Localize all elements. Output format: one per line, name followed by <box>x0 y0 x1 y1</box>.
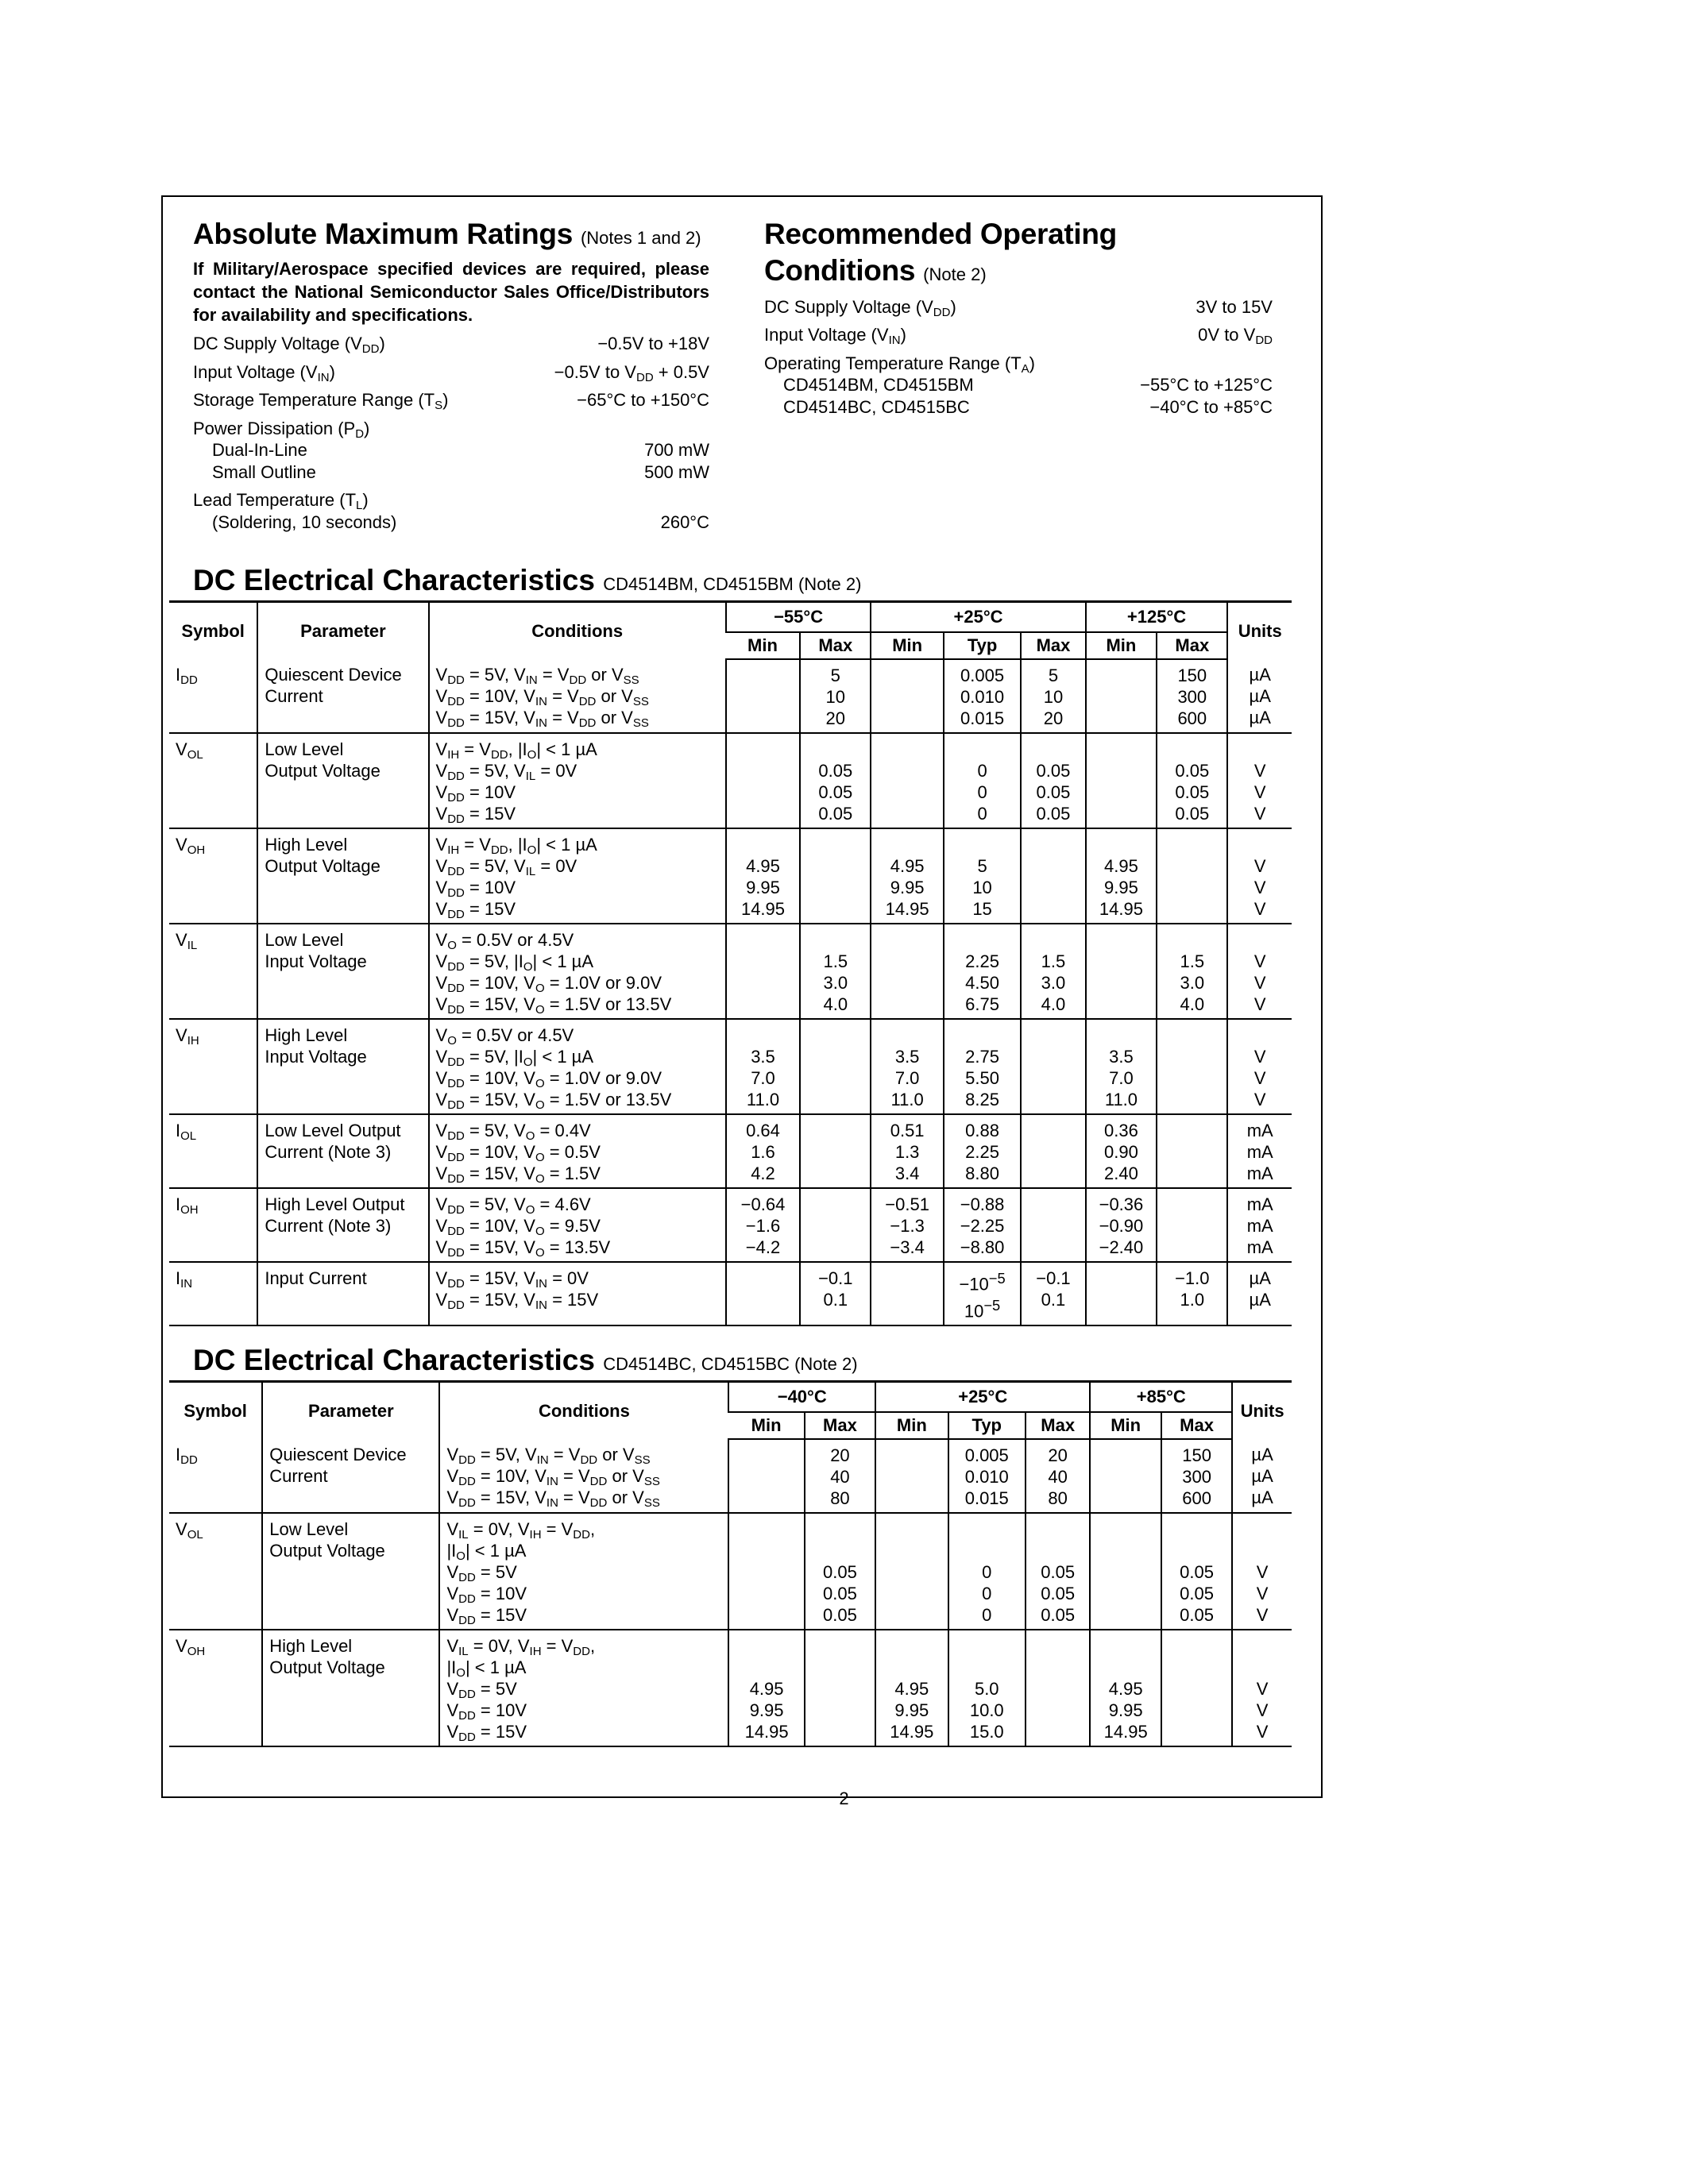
value-cell: 0.05 0.05 0.05 <box>1021 733 1085 828</box>
value-cell: V V V <box>1227 1019 1292 1114</box>
value-cell: 4.95 9.95 14.95 <box>871 828 943 924</box>
value-cell: 1.5 3.0 4.0 <box>1157 924 1227 1019</box>
value-cell: 0.005 0.010 0.015 <box>948 1439 1026 1513</box>
value-cell: −1.0 1.0 <box>1157 1262 1227 1326</box>
roc-item-value: −55°C to +125°C <box>1140 375 1273 395</box>
col-header-temp-1: −55°C <box>726 602 871 632</box>
col-header-sub: Max <box>1157 632 1227 659</box>
roc-item <box>764 374 1273 396</box>
value-cell: 20 40 80 <box>1026 1439 1090 1513</box>
value-cell: −0.1 0.1 <box>1021 1262 1085 1326</box>
dc1-table <box>169 600 1292 1326</box>
amr-list <box>193 333 709 533</box>
value-cell: −0.51 −1.3 −3.4 <box>871 1188 943 1262</box>
value-cell <box>728 1439 804 1513</box>
col-header-parameter: Parameter <box>262 1382 439 1439</box>
amr-item-value: 260°C <box>660 511 709 532</box>
conditions-cell: $V_{IL} = 0V$, $V_{IH} = V_{DD}$, $|I_O| < 1$ µA $V_{DD} = 5V$ $V_{DD} = 10V$ $V_{DD} = 15V$ <box>439 1513 728 1630</box>
parameter-cell: Low Level Output Voltage <box>262 1513 439 1630</box>
amr-item-label: Power Dissipation $(P_D)$ <box>193 418 370 441</box>
col-header-symbol: Symbol <box>169 602 257 659</box>
col-header-temp-1: −40°C <box>728 1382 875 1412</box>
value-cell <box>800 1188 871 1262</box>
conditions-cell: $V_O = 0.5V$ or 4.5V $V_{DD} = 5V$, $|I_O| < 1$ µA $V_{DD} = 10V$, $V_O = 1.0V$ or 9.0V $V_{DD} = 15V$, $V_O = 1.5V$ or 13.5V <box>429 1019 726 1114</box>
value-cell: 0.64 1.6 4.2 <box>726 1114 800 1188</box>
col-header-sub: Min <box>1090 1412 1161 1439</box>
value-cell: 5 10 20 <box>1021 659 1085 733</box>
roc-title: Recommended Operating Conditions (Note 2) <box>764 218 1117 287</box>
parameter-cell: Quiescent Device Current <box>262 1439 439 1513</box>
value-cell <box>875 1513 948 1630</box>
parameter-cell: High Level Output Voltage <box>257 828 428 924</box>
col-header-parameter: Parameter <box>257 602 428 659</box>
roc-item-label: Operating Temperature Range $(T_A)$ <box>764 353 1035 376</box>
table-row <box>169 1019 1292 1114</box>
page-number: 2 <box>839 1788 849 1808</box>
symbol-cell: $V_{OL}$ <box>176 1518 203 1542</box>
parameter-cell: High Level Input Voltage <box>257 1019 428 1114</box>
amr-item-value: 700 mW <box>644 440 709 461</box>
value-cell: 150 300 600 <box>1161 1439 1232 1513</box>
amr-item-label: Small Outline <box>212 461 316 482</box>
value-cell: 1.5 3.0 4.0 <box>800 924 871 1019</box>
col-header-sub: Typ <box>948 1412 1026 1439</box>
table-row <box>169 659 1292 733</box>
roc-item <box>764 353 1273 375</box>
value-cell <box>1021 828 1085 924</box>
col-header-sub: Max <box>1161 1412 1232 1439</box>
symbol-cell: $I_{IN}$ <box>176 1268 193 1291</box>
absolute-maximum-ratings <box>193 216 709 533</box>
value-cell <box>1026 1630 1090 1746</box>
value-cell <box>871 659 943 733</box>
value-cell: 0.51 1.3 3.4 <box>871 1114 943 1188</box>
value-cell: mA mA mA <box>1227 1114 1292 1188</box>
value-cell: µA µA µA <box>1232 1439 1292 1513</box>
col-header-sub: Min <box>726 632 800 659</box>
col-header-sub: Min <box>875 1412 948 1439</box>
value-cell <box>1157 828 1227 924</box>
col-header-sub: Max <box>800 632 871 659</box>
amr-item-label: Input Voltage $(V_{IN})$ <box>193 361 335 384</box>
col-header-temp-2: +25°C <box>871 602 1085 632</box>
col-header-units: Units <box>1227 602 1292 659</box>
parameter-cell: Low Level Output Voltage <box>257 733 428 828</box>
value-cell: V V V <box>1232 1630 1292 1746</box>
amr-item-value: 500 mW <box>644 461 709 482</box>
value-cell <box>1086 1262 1157 1326</box>
conditions-cell: $V_{DD} = 5V$, $V_O = 0.4V$ $V_{DD} = 10V$, $V_O = 0.5V$ $V_{DD} = 15V$, $V_O = 1.5V$ <box>429 1114 726 1188</box>
amr-warning: If Military/Aerospace specified devices are required, please contact the National Semiconductor Sales Office/Distributors for availability and specifications. <box>193 259 709 326</box>
value-cell: 4.95 9.95 14.95 <box>1090 1630 1161 1746</box>
value-cell: 3.5 7.0 11.0 <box>726 1019 800 1114</box>
value-cell: 3.5 7.0 11.0 <box>1086 1019 1157 1114</box>
table-row <box>169 828 1292 924</box>
value-cell <box>1086 924 1157 1019</box>
table-row <box>169 1439 1292 1513</box>
roc-item-label: CD4514BM, CD4515BM <box>783 375 974 395</box>
amr-item <box>193 418 709 440</box>
value-cell: 1.5 3.0 4.0 <box>1021 924 1085 1019</box>
col-header-sub: Max <box>805 1412 875 1439</box>
col-header-symbol: Symbol <box>169 1382 262 1439</box>
value-cell: −0.64 −1.6 −4.2 <box>726 1188 800 1262</box>
value-cell <box>871 733 943 828</box>
parameter-cell: High Level Output Voltage <box>262 1630 439 1746</box>
value-cell <box>726 924 800 1019</box>
symbol-cell: $V_{OH}$ <box>176 834 206 857</box>
dc2-title: DC Electrical Characteristics CD4514BC, CD4515BC (Note 2) <box>193 1344 858 1376</box>
value-cell <box>1021 1114 1085 1188</box>
amr-item-label: Storage Temperature Range $(T_S)$ <box>193 390 449 413</box>
amr-item <box>193 361 709 384</box>
roc-item-label: Input Voltage $(V_{IN})$ <box>764 325 906 347</box>
value-cell: V V V <box>1227 828 1292 924</box>
value-cell: 0.005 0.010 0.015 <box>944 659 1021 733</box>
value-cell: 0.36 0.90 2.40 <box>1086 1114 1157 1188</box>
value-cell: 2.25 4.50 6.75 <box>944 924 1021 1019</box>
table-row <box>169 1188 1292 1262</box>
conditions-cell: $V_{DD} = 5V$, $V_{IN} = V_{DD}$ or $V_{SS}$ $V_{DD} = 10V$, $V_{IN} = V_{DD}$ or $V_{SS}$ $V_{DD} = 15V$, $V_{IN} = V_{DD}$ or $V_{SS}$ <box>429 659 726 733</box>
value-cell: 5 10 20 <box>800 659 871 733</box>
value-cell: 4.95 9.95 14.95 <box>875 1630 948 1746</box>
value-cell: 5.0 10.0 15.0 <box>948 1630 1026 1746</box>
value-cell <box>1086 659 1157 733</box>
roc-item <box>764 396 1273 419</box>
value-cell: 2.75 5.50 8.25 <box>944 1019 1021 1114</box>
amr-item <box>193 389 709 411</box>
amr-title: Absolute Maximum Ratings (Notes 1 and 2) <box>193 218 701 250</box>
amr-item <box>193 333 709 355</box>
amr-item <box>193 511 709 534</box>
amr-item-value: −65°C to +150°C <box>577 390 709 411</box>
col-header-units: Units <box>1232 1382 1292 1439</box>
amr-item <box>193 489 709 511</box>
parameter-cell: Low Level Output Current (Note 3) <box>257 1114 428 1188</box>
col-header-conditions: Conditions <box>439 1382 728 1439</box>
symbol-cell: $V_{IL}$ <box>176 929 198 952</box>
table-row <box>169 1630 1292 1746</box>
value-cell: −0.88 −2.25 −8.80 <box>944 1188 1021 1262</box>
value-cell: V V V <box>1227 733 1292 828</box>
amr-item-value: −0.5V to +18V <box>597 334 709 354</box>
value-cell: 0.05 0.05 0.05 <box>1026 1513 1090 1630</box>
value-cell: −0.36 −0.90 −2.40 <box>1086 1188 1157 1262</box>
value-cell: $-10^{-5}$ $10^{-5}$ <box>944 1262 1021 1326</box>
symbol-cell: $I_{DD}$ <box>176 664 198 687</box>
roc-list <box>764 296 1273 419</box>
value-cell <box>726 659 800 733</box>
parameter-cell: Quiescent Device Current <box>257 659 428 733</box>
col-header-sub: Max <box>1021 632 1085 659</box>
conditions-cell: $V_{DD} = 5V$, $V_O = 4.6V$ $V_{DD} = 10V$, $V_O = 9.5V$ $V_{DD} = 15V$, $V_O = 13.5V$ <box>429 1188 726 1262</box>
value-cell: 0 0 0 <box>944 733 1021 828</box>
parameter-cell: High Level Output Current (Note 3) <box>257 1188 428 1262</box>
table-row <box>169 1114 1292 1188</box>
amr-item-label: Lead Temperature $(T_L)$ <box>193 490 369 513</box>
value-cell: 0.05 0.05 0.05 <box>1161 1513 1232 1630</box>
value-cell: −0.1 0.1 <box>800 1262 871 1326</box>
symbol-cell: $V_{OL}$ <box>176 739 203 762</box>
symbol-cell: $I_{DD}$ <box>176 1444 198 1467</box>
col-header-sub: Min <box>1086 632 1157 659</box>
symbol-cell: $V_{IH}$ <box>176 1024 199 1048</box>
conditions-cell: $V_{DD} = 15V$, $V_{IN} = 0V$ $V_{DD} = 15V$, $V_{IN} = 15V$ <box>429 1262 726 1326</box>
table-row <box>169 1513 1292 1630</box>
value-cell <box>1161 1630 1232 1746</box>
value-cell <box>875 1439 948 1513</box>
col-header-temp-3: +125°C <box>1086 602 1228 632</box>
conditions-cell: $V_{IH} = V_{DD}$, $|I_O| < 1$ µA $V_{DD} = 5V$, $V_{IL} = 0V$ $V_{DD} = 10V$ $V_{DD} = 15V$ <box>429 733 726 828</box>
conditions-cell: $V_O = 0.5V$ or 4.5V $V_{DD} = 5V$, $|I_O| < 1$ µA $V_{DD} = 10V$, $V_O = 1.0V$ or 9.0V $V_{DD} = 15V$, $V_O = 1.5V$ or 13.5V <box>429 924 726 1019</box>
value-cell: V V V <box>1227 924 1292 1019</box>
value-cell: µA µA µA <box>1227 659 1292 733</box>
value-cell <box>1021 1188 1085 1262</box>
value-cell: 3.5 7.0 11.0 <box>871 1019 943 1114</box>
amr-item-label: DC Supply Voltage $(V_{DD})$ <box>193 334 385 357</box>
roc-item-value: −40°C to +85°C <box>1149 396 1273 417</box>
symbol-cell: $I_{OL}$ <box>176 1120 197 1143</box>
parameter-cell: Low Level Input Voltage <box>257 924 428 1019</box>
value-cell: mA mA mA <box>1227 1188 1292 1262</box>
value-cell <box>800 1114 871 1188</box>
conditions-cell: $V_{DD} = 5V$, $V_{IN} = V_{DD}$ or $V_{SS}$ $V_{DD} = 10V$, $V_{IN} = V_{DD}$ or $V_{SS}$ $V_{DD} = 15V$, $V_{IN} = V_{DD}$ or $V_{SS}$ <box>439 1439 728 1513</box>
value-cell <box>1086 733 1157 828</box>
amr-item-value: −0.5V to $V_{DD} + 0.5V$ <box>554 361 709 384</box>
value-cell <box>1021 1019 1085 1114</box>
col-header-conditions: Conditions <box>429 602 726 659</box>
col-header-sub: Max <box>1026 1412 1090 1439</box>
col-header-temp-3: +85°C <box>1090 1382 1232 1412</box>
amr-item <box>193 439 709 461</box>
amr-item-label: Dual-In-Line <box>212 440 307 461</box>
table-row <box>169 1262 1292 1326</box>
amr-item-label: (Soldering, 10 seconds) <box>212 511 397 532</box>
symbol-cell: $V_{OH}$ <box>176 1635 206 1658</box>
value-cell: V V V <box>1232 1513 1292 1630</box>
roc-item-label: DC Supply Voltage $(V_{DD})$ <box>764 296 956 319</box>
value-cell: 0.05 0.05 0.05 <box>800 733 871 828</box>
value-cell <box>1157 1019 1227 1114</box>
value-cell: 4.95 9.95 14.95 <box>1086 828 1157 924</box>
roc-item-value: 3V to 15V <box>1196 296 1273 317</box>
dc2-table <box>169 1380 1292 1747</box>
value-cell <box>871 1262 943 1326</box>
symbol-cell: $I_{OH}$ <box>176 1194 199 1217</box>
roc-item <box>764 324 1273 346</box>
value-cell <box>726 1262 800 1326</box>
col-header-temp-2: +25°C <box>875 1382 1090 1412</box>
col-header-sub: Typ <box>944 632 1021 659</box>
value-cell: 0.05 0.05 0.05 <box>1157 733 1227 828</box>
dc1-title: DC Electrical Characteristics CD4514BM, CD4515BM (Note 2) <box>193 564 862 596</box>
value-cell <box>728 1513 804 1630</box>
value-cell: 0.05 0.05 0.05 <box>805 1513 875 1630</box>
value-cell <box>800 1019 871 1114</box>
table-row <box>169 924 1292 1019</box>
parameter-cell: Input Current <box>257 1262 428 1326</box>
roc-item-value: 0V to $V_{DD}$ <box>1198 325 1273 347</box>
value-cell <box>1090 1439 1161 1513</box>
value-cell <box>871 924 943 1019</box>
value-cell: 4.95 9.95 14.95 <box>728 1630 804 1746</box>
table-row <box>169 733 1292 828</box>
conditions-cell: $V_{IL} = 0V$, $V_{IH} = V_{DD}$, $|I_O| < 1$ µA $V_{DD} = 5V$ $V_{DD} = 10V$ $V_{DD} = 15V$ <box>439 1630 728 1746</box>
value-cell: µA µA <box>1227 1262 1292 1326</box>
value-cell: 4.95 9.95 14.95 <box>726 828 800 924</box>
roc-item <box>764 296 1273 318</box>
value-cell <box>800 828 871 924</box>
col-header-sub: Min <box>871 632 943 659</box>
value-cell <box>1157 1114 1227 1188</box>
value-cell <box>726 733 800 828</box>
col-header-sub: Min <box>728 1412 804 1439</box>
roc-item-label: CD4514BC, CD4515BC <box>783 396 970 417</box>
value-cell: 5 10 15 <box>944 828 1021 924</box>
value-cell <box>1157 1188 1227 1262</box>
value-cell: 0.88 2.25 8.80 <box>944 1114 1021 1188</box>
conditions-cell: $V_{IH} = V_{DD}$, $|I_O| < 1$ µA $V_{DD} = 5V$, $V_{IL} = 0V$ $V_{DD} = 10V$ $V_{DD} = 15V$ <box>429 828 726 924</box>
amr-item <box>193 461 709 484</box>
value-cell <box>1090 1513 1161 1630</box>
recommended-operating-conditions <box>764 216 1273 418</box>
value-cell <box>805 1630 875 1746</box>
value-cell: 0 0 0 <box>948 1513 1026 1630</box>
value-cell: 150 300 600 <box>1157 659 1227 733</box>
value-cell: 20 40 80 <box>805 1439 875 1513</box>
